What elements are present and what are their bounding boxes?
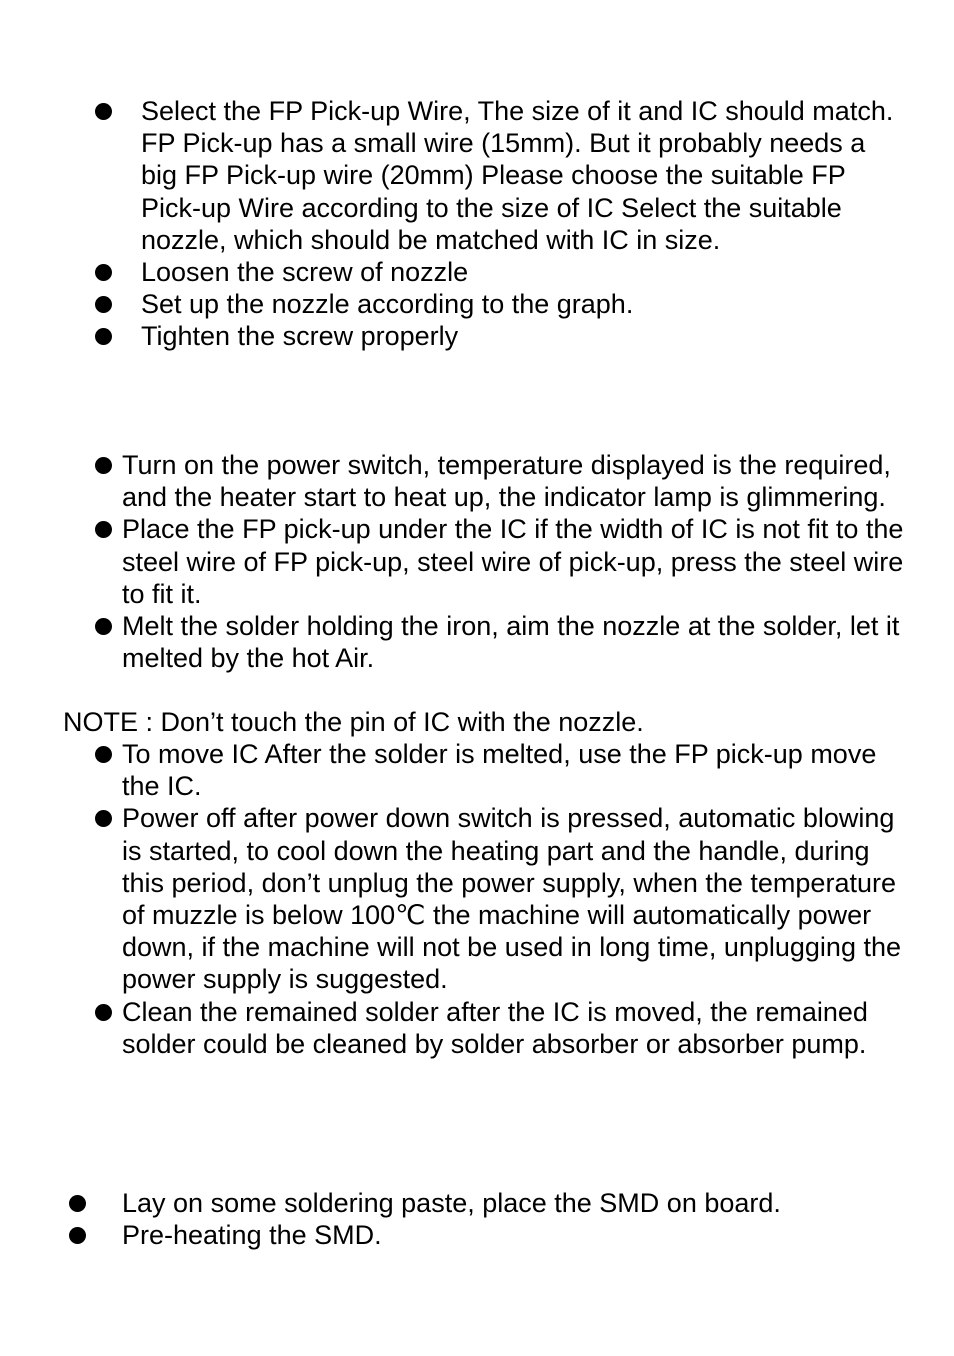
nozzle-setup-list [141,95,901,353]
list-item [122,802,912,995]
list-item-text: Select the FP Pick-up Wire, The size of it and IC should match. FP Pick-up has a small wire (15mm). But it probably needs a big FP Pick-up wire (20mm) Please choose the suitable FP Pick-up Wire according to the size of IC Select the suitable nozzle, which should be matched with IC in size. [141,96,894,255]
bullet-icon [95,103,112,120]
list-item [141,95,901,256]
ic-removal-list-continued [122,738,912,1060]
bullet-icon [95,264,112,281]
bullet-icon [69,1195,86,1212]
list-item-text: Tighten the screw properly [141,321,459,352]
bullet-icon [95,1004,112,1021]
list-item [122,1187,902,1219]
list-item-text: Loosen the screw of nozzle [141,257,469,288]
list-item [122,1219,902,1251]
bullet-icon [95,746,112,763]
list-item-text: To move IC After the solder is melted, use the FP pick-up move the IC. [122,739,877,802]
list-item [122,996,912,1060]
smd-soldering-list [122,1187,902,1251]
bullet-icon [95,328,112,345]
list-item [122,610,912,674]
note-text: NOTE : Don’t touch the pin of IC with the nozzle. [63,707,644,737]
list-item [141,320,901,352]
bullet-icon [95,618,112,635]
list-item [122,738,912,802]
list-item [141,288,901,320]
bullet-icon [69,1227,86,1244]
bullet-icon [95,521,112,538]
bullet-icon [95,810,112,827]
list-item-text: Turn on the power switch, temperature displayed is the required, and the heater start to heat up, the indicator lamp is glimmering. [122,450,891,513]
list-item-text: Pre-heating the SMD. [122,1220,382,1251]
bullet-icon [95,457,112,474]
list-item-text: Melt the solder holding the iron, aim the nozzle at the solder, let it melted by the hot Air. [122,611,900,674]
list-item-text: Power off after power down switch is pressed, automatic blowing is started, to cool down the heating part and the handle, during this period, don’t unplug the power supply, when the temperature of muzzle is below 100℃ the machine will automatically power down, if the machine will not be used in long time, unplugging the power supply is suggested. [122,803,901,995]
list-item-text: Place the FP pick-up under the IC if the width of IC is not fit to the steel wire of FP pick-up, steel wire of pick-up, press the steel wire to fit it. [122,514,904,609]
ic-removal-list [122,449,912,674]
list-item [122,449,912,513]
list-item [141,256,901,288]
list-item-text: Set up the nozzle according to the graph. [141,289,634,320]
bullet-icon [95,296,112,313]
list-item [122,513,912,610]
list-item-text: Lay on some soldering paste, place the SMD on board. [122,1188,781,1218]
list-item-text: Clean the remained solder after the IC is moved, the remained solder could be cleaned by solder absorber or absorber pump. [122,996,868,1059]
